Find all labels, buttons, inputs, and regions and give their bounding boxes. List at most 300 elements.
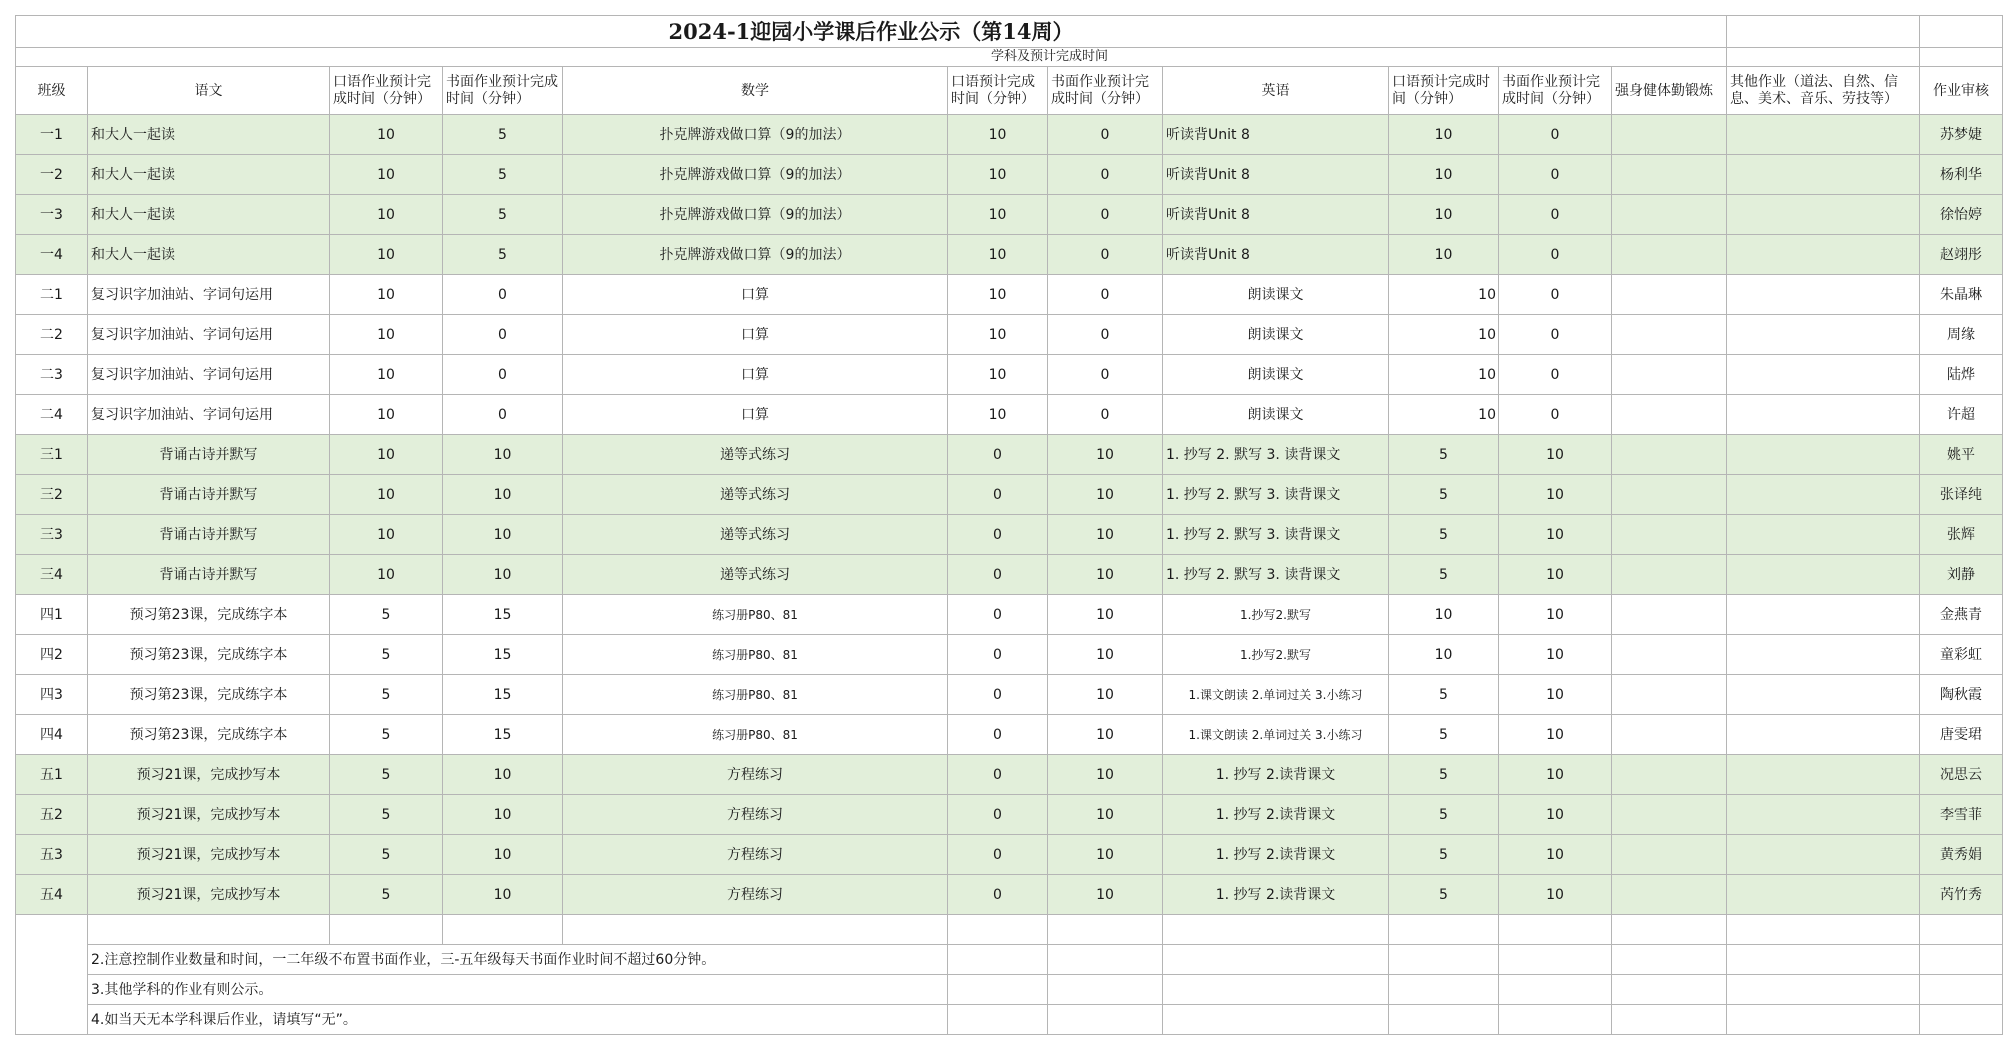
english-written-time-cell: 10 xyxy=(1499,595,1612,635)
chinese-oral-time-cell: 5 xyxy=(330,755,443,795)
empty-cell xyxy=(1499,975,1612,1005)
chinese-oral-time-cell: 10 xyxy=(330,355,443,395)
english-homework-cell: 朗读课文 xyxy=(1163,395,1389,435)
header-other-homework: 其他作业（道法、自然、信息、美术、音乐、劳技等） xyxy=(1727,67,1920,115)
class-cell: 一2 xyxy=(16,155,88,195)
exercise-cell xyxy=(1612,275,1727,315)
chinese-written-time-cell: 10 xyxy=(443,875,563,915)
empty-cell xyxy=(948,975,1048,1005)
chinese-written-time-cell: 0 xyxy=(443,395,563,435)
table-row xyxy=(16,795,2003,835)
reviewer-cell: 杨利华 xyxy=(1920,155,2003,195)
chinese-oral-time-cell: 10 xyxy=(330,195,443,235)
note-row xyxy=(16,1005,2003,1035)
reviewer-cell: 金燕青 xyxy=(1920,595,2003,635)
chinese-written-time-cell: 5 xyxy=(443,115,563,155)
empty-cell xyxy=(1727,915,1920,945)
header-exercise: 强身健体勤锻炼 xyxy=(1612,67,1727,115)
chinese-homework-cell: 预习第23课，完成练字本 xyxy=(88,675,330,715)
other-homework-cell xyxy=(1727,155,1920,195)
chinese-oral-time-cell: 5 xyxy=(330,875,443,915)
table-row xyxy=(16,635,2003,675)
reviewer-cell: 许超 xyxy=(1920,395,2003,435)
other-homework-cell xyxy=(1727,875,1920,915)
chinese-written-time-cell: 15 xyxy=(443,675,563,715)
empty-cell xyxy=(443,915,563,945)
exercise-cell xyxy=(1612,435,1727,475)
math-oral-time-cell: 0 xyxy=(948,755,1048,795)
math-oral-time-cell: 10 xyxy=(948,195,1048,235)
english-oral-time-cell: 10 xyxy=(1389,155,1499,195)
header-review: 作业审核 xyxy=(1920,67,2003,115)
header-chinese-written-time: 书面作业预计完成时间（分钟） xyxy=(443,67,563,115)
math-oral-time-cell: 0 xyxy=(948,475,1048,515)
chinese-oral-time-cell: 5 xyxy=(330,795,443,835)
chinese-written-time-cell: 10 xyxy=(443,555,563,595)
math-oral-time-cell: 0 xyxy=(948,675,1048,715)
exercise-cell xyxy=(1612,515,1727,555)
math-oral-time-cell: 0 xyxy=(948,555,1048,595)
other-homework-cell xyxy=(1727,755,1920,795)
empty-cell xyxy=(1163,1005,1389,1035)
homework-table xyxy=(15,15,2003,1035)
header-chinese: 语文 xyxy=(88,67,330,115)
class-cell: 四2 xyxy=(16,635,88,675)
empty-cell xyxy=(1048,915,1163,945)
chinese-written-time-cell: 10 xyxy=(443,475,563,515)
exercise-cell xyxy=(1612,755,1727,795)
exercise-cell xyxy=(1612,795,1727,835)
english-homework-cell: 1.课文朗读 2.单词过关 3.小练习 xyxy=(1163,715,1389,755)
math-oral-time-cell: 0 xyxy=(948,795,1048,835)
empty-cell xyxy=(1389,975,1499,1005)
math-oral-time-cell: 0 xyxy=(948,835,1048,875)
table-row xyxy=(16,715,2003,755)
reviewer-cell: 徐怡婷 xyxy=(1920,195,2003,235)
note-row xyxy=(16,945,2003,975)
class-cell: 三2 xyxy=(16,475,88,515)
math-homework-cell: 口算 xyxy=(563,315,948,355)
english-written-time-cell: 0 xyxy=(1499,315,1612,355)
math-written-time-cell: 10 xyxy=(1048,475,1163,515)
chinese-homework-cell: 复习识字加油站、字词句运用 xyxy=(88,315,330,355)
chinese-homework-cell: 和大人一起读 xyxy=(88,155,330,195)
other-homework-cell xyxy=(1727,315,1920,355)
math-written-time-cell: 0 xyxy=(1048,195,1163,235)
empty-cell xyxy=(1920,16,2003,48)
other-homework-cell xyxy=(1727,475,1920,515)
chinese-written-time-cell: 0 xyxy=(443,275,563,315)
reviewer-cell: 唐雯珺 xyxy=(1920,715,2003,755)
exercise-cell xyxy=(1612,115,1727,155)
table-row xyxy=(16,595,2003,635)
other-homework-cell xyxy=(1727,435,1920,475)
empty-cell xyxy=(1920,945,2003,975)
math-homework-cell: 方程练习 xyxy=(563,875,948,915)
math-homework-cell: 递等式练习 xyxy=(563,435,948,475)
english-homework-cell: 朗读课文 xyxy=(1163,315,1389,355)
english-homework-cell: 听读背Unit 8 xyxy=(1163,235,1389,275)
english-oral-time-cell: 10 xyxy=(1389,115,1499,155)
english-written-time-cell: 0 xyxy=(1499,155,1612,195)
header-math: 数学 xyxy=(563,67,948,115)
english-written-time-cell: 10 xyxy=(1499,875,1612,915)
english-homework-cell: 1.课文朗读 2.单词过关 3.小练习 xyxy=(1163,675,1389,715)
empty-cell xyxy=(1163,915,1389,945)
chinese-oral-time-cell: 5 xyxy=(330,595,443,635)
other-homework-cell xyxy=(1727,795,1920,835)
note-text: 4.如当天无本学科课后作业，请填写“无”。 xyxy=(88,1005,948,1035)
math-oral-time-cell: 10 xyxy=(948,395,1048,435)
table-row xyxy=(16,475,2003,515)
reviewer-cell: 童彩虹 xyxy=(1920,635,2003,675)
math-written-time-cell: 10 xyxy=(1048,515,1163,555)
math-oral-time-cell: 0 xyxy=(948,635,1048,675)
math-oral-time-cell: 10 xyxy=(948,115,1048,155)
english-oral-time-cell: 5 xyxy=(1389,435,1499,475)
chinese-homework-cell: 复习识字加油站、字词句运用 xyxy=(88,275,330,315)
english-oral-time-cell: 5 xyxy=(1389,835,1499,875)
reviewer-cell: 朱晶琳 xyxy=(1920,275,2003,315)
math-written-time-cell: 10 xyxy=(1048,675,1163,715)
english-homework-cell: 听读背Unit 8 xyxy=(1163,155,1389,195)
english-oral-time-cell: 10 xyxy=(1389,355,1499,395)
exercise-cell xyxy=(1612,395,1727,435)
empty-cell xyxy=(1499,915,1612,945)
table-row xyxy=(16,155,2003,195)
class-cell: 二3 xyxy=(16,355,88,395)
math-homework-cell: 口算 xyxy=(563,355,948,395)
chinese-homework-cell: 复习识字加油站、字词句运用 xyxy=(88,355,330,395)
class-cell: 五1 xyxy=(16,755,88,795)
empty-cell xyxy=(1048,945,1163,975)
note-row xyxy=(16,915,2003,945)
table-row xyxy=(16,275,2003,315)
empty-cell xyxy=(1499,1005,1612,1035)
empty-cell xyxy=(1612,975,1727,1005)
english-written-time-cell: 10 xyxy=(1499,515,1612,555)
empty-cell xyxy=(1163,975,1389,1005)
empty-cell xyxy=(1499,945,1612,975)
english-written-time-cell: 10 xyxy=(1499,835,1612,875)
math-oral-time-cell: 10 xyxy=(948,155,1048,195)
english-oral-time-cell: 5 xyxy=(1389,715,1499,755)
english-written-time-cell: 10 xyxy=(1499,635,1612,675)
other-homework-cell xyxy=(1727,675,1920,715)
chinese-oral-time-cell: 10 xyxy=(330,475,443,515)
reviewer-cell: 赵翊彤 xyxy=(1920,235,2003,275)
empty-cell xyxy=(563,915,948,945)
english-homework-cell: 1. 抄写 2.读背课文 xyxy=(1163,755,1389,795)
header-math-oral-time: 口语预计完成时间（分钟） xyxy=(948,67,1048,115)
english-written-time-cell: 0 xyxy=(1499,115,1612,155)
math-written-time-cell: 0 xyxy=(1048,155,1163,195)
table-row xyxy=(16,875,2003,915)
chinese-written-time-cell: 10 xyxy=(443,435,563,475)
math-oral-time-cell: 0 xyxy=(948,595,1048,635)
english-homework-cell: 听读背Unit 8 xyxy=(1163,115,1389,155)
empty-cell xyxy=(1048,1005,1163,1035)
chinese-oral-time-cell: 10 xyxy=(330,435,443,475)
class-cell: 四1 xyxy=(16,595,88,635)
math-oral-time-cell: 10 xyxy=(948,275,1048,315)
sheet-subtitle: 学科及预计完成时间 xyxy=(16,48,1727,67)
english-oral-time-cell: 5 xyxy=(1389,555,1499,595)
exercise-cell xyxy=(1612,875,1727,915)
chinese-oral-time-cell: 5 xyxy=(330,675,443,715)
math-written-time-cell: 0 xyxy=(1048,395,1163,435)
other-homework-cell xyxy=(1727,595,1920,635)
chinese-written-time-cell: 15 xyxy=(443,595,563,635)
english-written-time-cell: 0 xyxy=(1499,275,1612,315)
math-homework-cell: 扑克牌游戏做口算（9的加法） xyxy=(563,115,948,155)
table-row xyxy=(16,675,2003,715)
chinese-homework-cell: 和大人一起读 xyxy=(88,115,330,155)
empty-cell xyxy=(330,915,443,945)
math-written-time-cell: 0 xyxy=(1048,355,1163,395)
chinese-oral-time-cell: 10 xyxy=(330,155,443,195)
class-cell: 三3 xyxy=(16,515,88,555)
class-cell: 二1 xyxy=(16,275,88,315)
exercise-cell xyxy=(1612,155,1727,195)
table-row xyxy=(16,395,2003,435)
math-homework-cell: 扑克牌游戏做口算（9的加法） xyxy=(563,235,948,275)
chinese-written-time-cell: 10 xyxy=(443,835,563,875)
english-written-time-cell: 0 xyxy=(1499,195,1612,235)
math-written-time-cell: 10 xyxy=(1048,595,1163,635)
table-row xyxy=(16,515,2003,555)
math-homework-cell: 方程练习 xyxy=(563,835,948,875)
chinese-oral-time-cell: 5 xyxy=(330,635,443,675)
table-row xyxy=(16,235,2003,275)
empty-cell xyxy=(1048,975,1163,1005)
reviewer-cell: 陆烨 xyxy=(1920,355,2003,395)
math-homework-cell: 扑克牌游戏做口算（9的加法） xyxy=(563,195,948,235)
table-row xyxy=(16,435,2003,475)
class-cell: 一3 xyxy=(16,195,88,235)
empty-cell xyxy=(1612,1005,1727,1035)
table-row xyxy=(16,755,2003,795)
chinese-homework-cell: 预习21课，完成抄写本 xyxy=(88,755,330,795)
exercise-cell xyxy=(1612,675,1727,715)
reviewer-cell: 苏梦婕 xyxy=(1920,115,2003,155)
empty-cell xyxy=(1920,1005,2003,1035)
chinese-homework-cell: 背诵古诗并默写 xyxy=(88,475,330,515)
math-homework-cell: 方程练习 xyxy=(563,795,948,835)
english-oral-time-cell: 10 xyxy=(1389,235,1499,275)
chinese-homework-cell: 预习21课，完成抄写本 xyxy=(88,835,330,875)
math-written-time-cell: 10 xyxy=(1048,635,1163,675)
math-oral-time-cell: 10 xyxy=(948,355,1048,395)
table-row xyxy=(16,115,2003,155)
empty-cell xyxy=(1389,915,1499,945)
chinese-homework-cell: 预习第23课，完成练字本 xyxy=(88,635,330,675)
english-homework-cell: 1. 抄写 2. 默写 3. 读背课文 xyxy=(1163,435,1389,475)
empty-cell xyxy=(1389,945,1499,975)
note-text: 3.其他学科的作业有则公示。 xyxy=(88,975,948,1005)
exercise-cell xyxy=(1612,355,1727,395)
english-oral-time-cell: 5 xyxy=(1389,475,1499,515)
empty-cell xyxy=(1920,48,2003,67)
math-homework-cell: 练习册P80、81 xyxy=(563,715,948,755)
empty-cell xyxy=(1727,975,1920,1005)
class-cell: 四4 xyxy=(16,715,88,755)
chinese-homework-cell: 预习第23课，完成练字本 xyxy=(88,715,330,755)
reviewer-cell: 芮竹秀 xyxy=(1920,875,2003,915)
chinese-homework-cell: 复习识字加油站、字词句运用 xyxy=(88,395,330,435)
empty-cell xyxy=(948,1005,1048,1035)
english-homework-cell: 1. 抄写 2. 默写 3. 读背课文 xyxy=(1163,555,1389,595)
math-written-time-cell: 10 xyxy=(1048,715,1163,755)
exercise-cell xyxy=(1612,195,1727,235)
chinese-written-time-cell: 5 xyxy=(443,235,563,275)
english-oral-time-cell: 5 xyxy=(1389,755,1499,795)
empty-cell xyxy=(1612,945,1727,975)
sheet-title: 2024-1迎园小学课后作业公示（第14周） xyxy=(16,16,1727,48)
chinese-written-time-cell: 15 xyxy=(443,715,563,755)
chinese-oral-time-cell: 10 xyxy=(330,515,443,555)
math-written-time-cell: 0 xyxy=(1048,115,1163,155)
math-homework-cell: 练习册P80、81 xyxy=(563,595,948,635)
table-row xyxy=(16,835,2003,875)
math-written-time-cell: 10 xyxy=(1048,795,1163,835)
exercise-cell xyxy=(1612,555,1727,595)
math-written-time-cell: 0 xyxy=(1048,235,1163,275)
english-written-time-cell: 10 xyxy=(1499,795,1612,835)
other-homework-cell xyxy=(1727,355,1920,395)
other-homework-cell xyxy=(1727,555,1920,595)
empty-cell xyxy=(948,945,1048,975)
chinese-homework-cell: 背诵古诗并默写 xyxy=(88,515,330,555)
chinese-homework-cell: 和大人一起读 xyxy=(88,195,330,235)
exercise-cell xyxy=(1612,835,1727,875)
math-homework-cell: 方程练习 xyxy=(563,755,948,795)
exercise-cell xyxy=(1612,315,1727,355)
class-cell: 五2 xyxy=(16,795,88,835)
chinese-oral-time-cell: 10 xyxy=(330,555,443,595)
english-written-time-cell: 10 xyxy=(1499,675,1612,715)
english-oral-time-cell: 5 xyxy=(1389,515,1499,555)
english-written-time-cell: 10 xyxy=(1499,555,1612,595)
english-oral-time-cell: 10 xyxy=(1389,315,1499,355)
english-oral-time-cell: 10 xyxy=(1389,635,1499,675)
english-written-time-cell: 10 xyxy=(1499,435,1612,475)
empty-cell xyxy=(1727,945,1920,975)
english-homework-cell: 1.抄写2.默写 xyxy=(1163,595,1389,635)
chinese-written-time-cell: 0 xyxy=(443,315,563,355)
english-homework-cell: 听读背Unit 8 xyxy=(1163,195,1389,235)
notes-label-cell xyxy=(16,915,88,1035)
note-text: 2.注意控制作业数量和时间，一二年级不布置书面作业，三-五年级每天书面作业时间不超过60分钟。 xyxy=(88,945,948,975)
chinese-written-time-cell: 0 xyxy=(443,355,563,395)
empty-cell xyxy=(1389,1005,1499,1035)
other-homework-cell xyxy=(1727,835,1920,875)
english-written-time-cell: 10 xyxy=(1499,475,1612,515)
math-oral-time-cell: 0 xyxy=(948,875,1048,915)
math-homework-cell: 练习册P80、81 xyxy=(563,675,948,715)
english-homework-cell: 朗读课文 xyxy=(1163,355,1389,395)
class-cell: 四3 xyxy=(16,675,88,715)
other-homework-cell xyxy=(1727,195,1920,235)
math-written-time-cell: 10 xyxy=(1048,435,1163,475)
exercise-cell xyxy=(1612,715,1727,755)
math-written-time-cell: 10 xyxy=(1048,555,1163,595)
chinese-oral-time-cell: 5 xyxy=(330,835,443,875)
chinese-homework-cell: 背诵古诗并默写 xyxy=(88,435,330,475)
math-written-time-cell: 0 xyxy=(1048,315,1163,355)
other-homework-cell xyxy=(1727,515,1920,555)
chinese-oral-time-cell: 10 xyxy=(330,315,443,355)
math-homework-cell: 递等式练习 xyxy=(563,555,948,595)
math-oral-time-cell: 10 xyxy=(948,235,1048,275)
exercise-cell xyxy=(1612,235,1727,275)
chinese-homework-cell: 预习21课，完成抄写本 xyxy=(88,875,330,915)
math-homework-cell: 口算 xyxy=(563,275,948,315)
empty-cell xyxy=(1727,16,1920,48)
chinese-written-time-cell: 5 xyxy=(443,155,563,195)
table-row xyxy=(16,555,2003,595)
class-cell: 五4 xyxy=(16,875,88,915)
english-homework-cell: 1. 抄写 2.读背课文 xyxy=(1163,835,1389,875)
reviewer-cell: 李雪菲 xyxy=(1920,795,2003,835)
english-homework-cell: 1.抄写2.默写 xyxy=(1163,635,1389,675)
chinese-oral-time-cell: 10 xyxy=(330,235,443,275)
empty-cell xyxy=(1920,975,2003,1005)
chinese-oral-time-cell: 5 xyxy=(330,715,443,755)
chinese-homework-cell: 背诵古诗并默写 xyxy=(88,555,330,595)
empty-cell xyxy=(1612,915,1727,945)
other-homework-cell xyxy=(1727,395,1920,435)
math-written-time-cell: 10 xyxy=(1048,875,1163,915)
math-homework-cell: 递等式练习 xyxy=(563,475,948,515)
reviewer-cell: 姚平 xyxy=(1920,435,2003,475)
math-oral-time-cell: 10 xyxy=(948,315,1048,355)
class-cell: 一4 xyxy=(16,235,88,275)
empty-cell xyxy=(1727,1005,1920,1035)
exercise-cell xyxy=(1612,635,1727,675)
english-written-time-cell: 10 xyxy=(1499,755,1612,795)
math-homework-cell: 口算 xyxy=(563,395,948,435)
other-homework-cell xyxy=(1727,635,1920,675)
class-cell: 一1 xyxy=(16,115,88,155)
chinese-homework-cell: 和大人一起读 xyxy=(88,235,330,275)
chinese-written-time-cell: 5 xyxy=(443,195,563,235)
exercise-cell xyxy=(1612,475,1727,515)
english-oral-time-cell: 10 xyxy=(1389,395,1499,435)
chinese-homework-cell: 预习第23课，完成练字本 xyxy=(88,595,330,635)
english-oral-time-cell: 5 xyxy=(1389,795,1499,835)
english-oral-time-cell: 5 xyxy=(1389,675,1499,715)
table-row xyxy=(16,355,2003,395)
class-cell: 三1 xyxy=(16,435,88,475)
header-class: 班级 xyxy=(16,67,88,115)
english-oral-time-cell: 10 xyxy=(1389,595,1499,635)
english-oral-time-cell: 5 xyxy=(1389,875,1499,915)
reviewer-cell: 周缘 xyxy=(1920,315,2003,355)
other-homework-cell xyxy=(1727,235,1920,275)
english-homework-cell: 1. 抄写 2. 默写 3. 读背课文 xyxy=(1163,515,1389,555)
other-homework-cell xyxy=(1727,715,1920,755)
class-cell: 二4 xyxy=(16,395,88,435)
math-homework-cell: 练习册P80、81 xyxy=(563,635,948,675)
class-cell: 三4 xyxy=(16,555,88,595)
math-written-time-cell: 10 xyxy=(1048,755,1163,795)
reviewer-cell: 张译纯 xyxy=(1920,475,2003,515)
empty-cell xyxy=(1163,945,1389,975)
header-chinese-oral-time: 口语作业预计完成时间（分钟） xyxy=(330,67,443,115)
reviewer-cell: 张辉 xyxy=(1920,515,2003,555)
chinese-written-time-cell: 15 xyxy=(443,635,563,675)
